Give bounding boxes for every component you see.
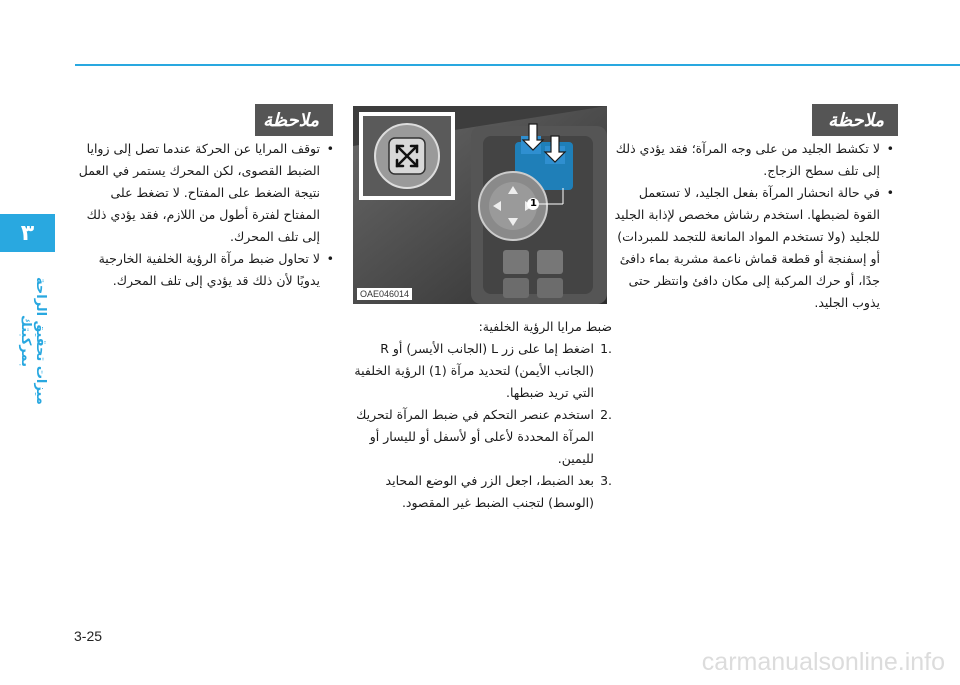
left-note-list (72, 138, 334, 292)
left-note-title: ملاحظة (263, 109, 319, 131)
right-note-title: ملاحظة (828, 109, 884, 131)
mirror-switch-illustration (353, 106, 607, 304)
step-number: .1 (600, 341, 612, 356)
callout-label: 1 (530, 198, 537, 209)
list-item (350, 470, 612, 514)
list-item (350, 404, 612, 470)
step-text: بعد الضبط، اجعل الزر في الوضع المحايد (الوسط) لتجنب الضبط غير المقصود. (385, 473, 594, 510)
chapter-tab (0, 214, 55, 252)
left-note-header (255, 104, 333, 136)
right-note-list (612, 138, 894, 314)
step-number: .2 (600, 407, 612, 422)
step-text: اضغط إما على زر L (الجانب الأيسر) أو R (الجانب الأيمن) لتحديد مرآة (1) الرؤية الخلفية التي تريد ضبطها. (354, 341, 594, 400)
list-item: • توقف المرايا عن الحركة عندما تصل إلى زوايا الضبط القصوى، لكن المحرك يستمر في العمل نتيجة الضغط على المفتاح. لا تضغط على المفتاح لفترة أطول من اللازم، فقد يؤدي ذلك إلى تلف المحرك. (72, 138, 334, 248)
list-item: • في حالة انحشار المرآة بفعل الجليد، لا تستعمل القوة لضبطها. استخدم رشاش مخصص لإذابة الجليد للجليد (ولا تستخدم المواد المانعة للتجمد للمبردات) أو إسفنجة أو قطعة قماش ناعمة مشربة بماء دافئ جدًا، أو حرك المركبة إلى مكان دافئ وانتظر حتى يذوب الجليد. (612, 182, 894, 314)
list-item (350, 338, 612, 404)
right-note-header (812, 104, 898, 136)
watermark: carmanualsonline.info (701, 648, 945, 676)
procedure-text (350, 316, 612, 514)
page-number: 3-25 (74, 628, 103, 644)
procedure-steps (350, 338, 612, 514)
step-number: .3 (600, 473, 612, 488)
figure-id: OAE046014 (357, 288, 412, 300)
procedure-intro: ضبط مرايا الرؤية الخلفية: (478, 319, 612, 334)
mirror-switch-photo (353, 106, 607, 304)
list-item: • لا تحاول ضبط مرآة الرؤية الخلفية الخارجية يدويًا لأن ذلك قد يؤدي إلى تلف المحرك. (72, 248, 334, 292)
step-text: استخدم عنصر التحكم في ضبط المرآة لتحريك المرآة المحددة لأعلى أو لأسفل أو لليسار أو لليمين. (356, 407, 594, 466)
list-item: • لا تكشط الجليد من على وجه المرآة؛ فقد يؤدي ذلك إلى تلف سطح الزجاج. (612, 138, 894, 182)
chapter-side-title: ميزات تحقيق الراحة بمركبتك (18, 276, 48, 405)
top-rule (75, 64, 960, 66)
chapter-number: ٣ (20, 220, 35, 246)
